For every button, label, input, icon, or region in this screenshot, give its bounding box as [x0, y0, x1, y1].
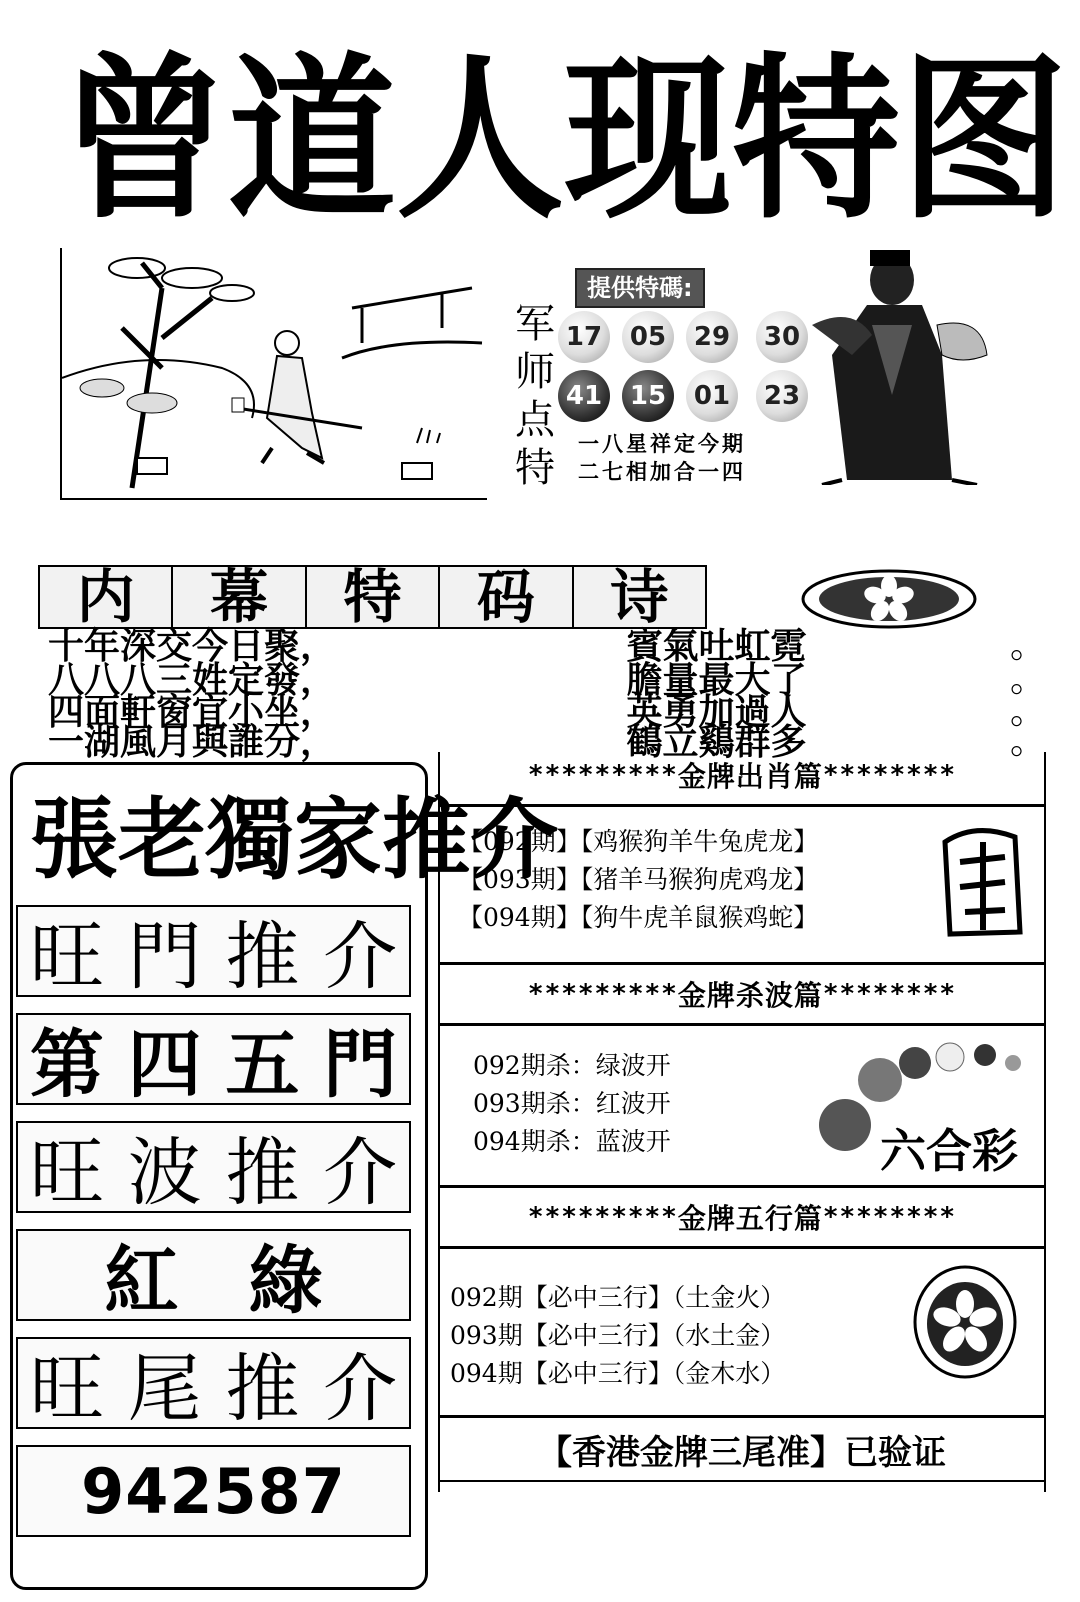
number-ball: 01 [686, 370, 738, 422]
title-char: 特 [732, 37, 900, 243]
farmer-scene-image [62, 248, 487, 498]
strategist-image [812, 245, 992, 485]
number-ball: 30 [756, 311, 808, 363]
number-ball: 23 [756, 370, 808, 422]
title-char: 现 [564, 37, 732, 243]
junshi-label: 军 师 点 特 [515, 301, 555, 491]
wave-line: 093期杀：红波开 [473, 1089, 671, 1118]
section-header: ********* 金牌杀波篇 ******** [440, 962, 1044, 1026]
verified-footer: 【香港金牌三尾准】已验证 [440, 1415, 1044, 1482]
poem-line: 十年深交今日聚， 賓氣吐虹霓 。 [48, 625, 1047, 667]
element-line: 093期【必中三行】（水土金） [450, 1321, 786, 1350]
provide-code-label: 提供特碼: [575, 268, 705, 308]
wang-bo-box: 旺 波 推 介 [16, 1121, 411, 1213]
wave-result-box: 紅 綠 [16, 1229, 411, 1321]
page-title [60, 37, 1068, 243]
zodiac-line: 【094期】【狗牛虎羊鼠猴鸡蛇】 [458, 903, 819, 932]
number-ball: 17 [558, 311, 610, 363]
section-header: ********* 金牌出肖篇 ******** [440, 746, 1044, 807]
title-char: 道 [228, 37, 396, 243]
number-ball: 05 [622, 311, 674, 363]
title-char: 图 [900, 37, 1068, 243]
element-line: 094期【必中三行】（金木水） [450, 1359, 786, 1388]
zhang-title: 張 老 獨 家 推 介 [30, 787, 559, 891]
men-result-box: 第 四 五 門 [16, 1013, 411, 1105]
hk-emblem-oval [800, 568, 978, 630]
number-ball: 41 [558, 370, 610, 422]
farmer-illustration [60, 248, 487, 500]
poem-line: 一湖風月與誰分， 鶴立鷄群多 。 [48, 721, 1047, 763]
zodiac-seal-icon [935, 822, 1027, 940]
wang-men-box: 旺 門 推 介 [16, 905, 411, 997]
wave-line: 092期杀：绿波开 [473, 1051, 671, 1080]
element-line: 092期【必中三行】（土金火） [450, 1283, 786, 1312]
section-header: ********* 金牌五行篇 ******** [440, 1185, 1044, 1249]
number-ball: 15 [622, 370, 674, 422]
tail-number-box: 942587 [16, 1445, 411, 1537]
poem-line: 八八八三姓定發， 膽量最大了 。 [48, 659, 1047, 701]
hk-emblem-icon [910, 1262, 1020, 1382]
poem-line: 四面軒窗宜小坐， 英勇加過人 。 [48, 691, 1047, 733]
wave-line: 094期杀：蓝波开 [473, 1127, 671, 1156]
liuhecai-label: 六合彩 [880, 1124, 1018, 1178]
title-char: 曾 [60, 37, 228, 243]
zodiac-line: 【092期】【鸡猴狗羊牛兔虎龙】 [458, 827, 819, 856]
strategist-figure [812, 245, 992, 485]
number-ball: 29 [686, 311, 738, 363]
poem-title: 内 幕 特 码 诗 [38, 565, 707, 629]
title-char: 人 [396, 37, 564, 243]
wang-wei-box: 旺 尾 推 介 [16, 1337, 411, 1429]
hint-line: 一八星祥定今期 [578, 432, 746, 456]
bauhinia-icon [800, 568, 978, 630]
zodiac-line: 【093期】【猪羊马猴狗虎鸡龙】 [458, 865, 819, 894]
hint-line: 二七相加合一四 [578, 460, 746, 484]
